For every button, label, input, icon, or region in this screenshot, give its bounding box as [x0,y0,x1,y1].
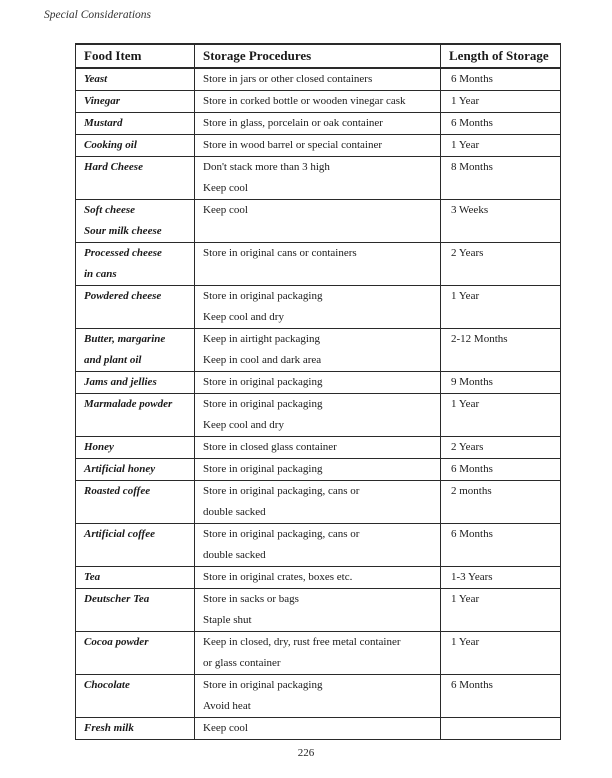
storage-procedure-cell [195,372,441,394]
food-item-text: Fresh milk [84,722,134,734]
storage-length-text: 6 Months [451,117,493,129]
table-body [76,68,561,740]
storage-procedure-cell [195,286,441,329]
storage-procedure-text: Store in original crates, boxes etc. [203,571,353,583]
food-item-text: Yeast [84,73,108,85]
storage-procedure-text: Store in original packaging, cans or [203,528,360,540]
table-row [76,157,561,200]
storage-procedure-text: Store in wood barrel or special container [203,139,382,151]
table-row [76,632,561,675]
storage-length-cell [441,200,561,243]
food-item-cell [76,329,195,372]
storage-length-cell [441,481,561,524]
column-header-food-item: Food Item [76,44,195,68]
storage-length-text: 1 Year [451,593,480,605]
storage-procedure-text: Store in original packaging [203,463,323,475]
food-item-cell [76,524,195,567]
storage-procedure-text: Keep in closed, dry, rust free metal container [203,636,401,648]
food-item-text: Powdered cheese [84,290,162,302]
column-header-length-of-storage: Length of Storage [441,44,561,68]
food-item-text: Sour milk cheese [84,225,162,237]
table-row [76,524,561,567]
food-item-cell [76,200,195,243]
storage-procedure-text: Keep cool [203,204,248,216]
table-row [76,675,561,718]
food-item-text: Cooking oil [84,139,137,151]
food-item-text: Honey [84,441,114,453]
storage-length-cell [441,329,561,372]
storage-procedure-cell [195,243,441,286]
food-item-text: Tea [84,571,101,583]
food-item-text: Artificial honey [84,463,156,475]
food-item-text: Roasted coffee [84,485,151,497]
storage-procedure-text: Keep in airtight packaging [203,333,320,345]
food-item-text: Deutscher Tea [84,593,150,605]
table-row [76,589,561,632]
storage-length-cell [441,372,561,394]
food-item-cell [76,68,195,91]
storage-procedure-text: Avoid heat [203,700,251,712]
storage-length-text: 2 Years [451,247,484,259]
table-row [76,372,561,394]
storage-length-text: 1 Year [451,139,480,151]
storage-procedure-cell [195,459,441,481]
storage-length-text: 2 Years [451,441,484,453]
food-item-text: Mustard [84,117,123,129]
storage-length-cell [441,675,561,718]
storage-procedure-text: Keep in cool and dark area [203,354,322,366]
food-item-cell [76,675,195,718]
table-row [76,243,561,286]
column-header-storage-procedures: Storage Procedures [195,44,441,68]
storage-length-cell [441,718,561,740]
food-item-text: and plant oil [84,354,142,366]
storage-length-cell [441,437,561,459]
food-item-cell [76,286,195,329]
food-item-cell [76,632,195,675]
running-header: Special Considerations [44,9,152,21]
storage-length-cell [441,113,561,135]
storage-procedure-text: Store in original packaging [203,290,323,302]
food-item-text: Chocolate [84,679,130,691]
storage-length-cell [441,589,561,632]
storage-length-cell [441,157,561,200]
storage-length-text: 2-12 Months [451,333,508,345]
table-row [76,200,561,243]
storage-procedure-cell [195,200,441,243]
page-number: 226 [297,747,315,759]
storage-procedure-text: Store in original packaging, cans or [203,485,360,497]
table-row [76,329,561,372]
table-row [76,718,561,740]
storage-length-cell [441,68,561,91]
table-row [76,437,561,459]
storage-procedure-cell [195,589,441,632]
storage-procedure-cell [195,632,441,675]
storage-length-text: 1 Year [451,398,480,410]
storage-length-text: 1-3 Years [451,571,493,583]
storage-procedure-text: Keep cool [203,182,248,194]
storage-length-cell [441,243,561,286]
storage-procedure-cell [195,135,441,157]
food-item-text: Jams and jellies [84,376,157,388]
storage-table [75,43,561,740]
storage-length-cell [441,91,561,113]
storage-length-cell [441,459,561,481]
food-item-cell [76,91,195,113]
food-item-text: Marmalade powder [84,398,173,410]
food-item-cell [76,243,195,286]
table-row [76,91,561,113]
storage-length-cell [441,286,561,329]
storage-length-text: 6 Months [451,463,493,475]
storage-procedure-text: Staple shut [203,614,252,626]
food-item-text: Artificial coffee [84,528,155,540]
storage-procedure-cell [195,437,441,459]
table-row [76,68,561,91]
storage-length-text: 9 Months [451,376,493,388]
table-row [76,567,561,589]
storage-procedure-text: Store in corked bottle or wooden vinegar cask [203,95,406,107]
food-item-text: Hard Cheese [84,161,143,173]
storage-procedure-text: Store in glass, porcelain or oak container [203,117,383,129]
table-row [76,459,561,481]
storage-length-text [451,718,560,739]
storage-length-text: 1 Year [451,290,480,302]
storage-procedure-text: Keep cool [203,722,248,734]
storage-procedure-text: Store in original cans or containers [203,247,357,259]
storage-procedure-text: Keep cool and dry [203,311,284,323]
food-item-cell [76,589,195,632]
food-item-text: Cocoa powder [84,636,149,648]
food-item-cell [76,437,195,459]
storage-procedure-text: Store in sacks or bags [203,593,299,605]
storage-procedure-text: Store in jars or other closed containers [203,73,373,85]
food-item-text: Processed cheese [84,247,162,259]
storage-procedure-text: Keep cool and dry [203,419,284,431]
storage-procedure-text: Store in original packaging [203,376,323,388]
table-row [76,481,561,524]
storage-procedure-text: double sacked [203,506,266,518]
storage-procedure-cell [195,481,441,524]
storage-procedure-cell [195,524,441,567]
food-item-cell [76,372,195,394]
storage-procedure-cell [195,329,441,372]
storage-procedure-cell [195,718,441,740]
storage-length-text: 8 Months [451,161,493,173]
storage-procedure-text: Store in closed glass container [203,441,337,453]
food-item-cell [76,157,195,200]
storage-length-text: 6 Months [451,679,493,691]
food-item-cell [76,718,195,740]
food-item-cell [76,135,195,157]
storage-procedure-cell [195,68,441,91]
storage-length-text: 2 months [451,485,492,497]
storage-procedure-text: or glass container [203,657,281,669]
food-item-cell [76,567,195,589]
storage-procedure-text: Store in original packaging [203,398,323,410]
food-item-cell [76,113,195,135]
storage-length-cell [441,524,561,567]
storage-length-cell [441,567,561,589]
food-item-cell [76,394,195,437]
storage-procedure-cell [195,91,441,113]
food-item-text: Soft cheese [84,204,136,216]
storage-length-cell [441,632,561,675]
storage-length-text: 1 Year [451,636,480,648]
food-item-text: in cans [84,268,117,280]
food-item-text: Butter, margarine [84,333,166,345]
storage-length-text: 1 Year [451,95,480,107]
storage-procedure-text: Don't stack more than 3 high [203,161,330,173]
storage-length-cell [441,394,561,437]
food-item-cell [76,459,195,481]
table-row [76,286,561,329]
table-row [76,394,561,437]
storage-length-text: 6 Months [451,528,493,540]
storage-procedure-text: double sacked [203,549,266,561]
table-row [76,113,561,135]
food-item-text: Vinegar [84,95,121,107]
storage-length-cell [441,135,561,157]
storage-procedure-cell [195,567,441,589]
storage-length-text: 3 Weeks [451,204,489,216]
storage-procedure-text: Store in original packaging [203,679,323,691]
storage-procedure-cell [195,394,441,437]
table-row [76,135,561,157]
storage-procedure-cell [195,675,441,718]
storage-procedure-cell [195,157,441,200]
storage-procedure-cell [195,113,441,135]
table-header-row [76,44,561,68]
food-item-cell [76,481,195,524]
storage-length-text: 6 Months [451,73,493,85]
